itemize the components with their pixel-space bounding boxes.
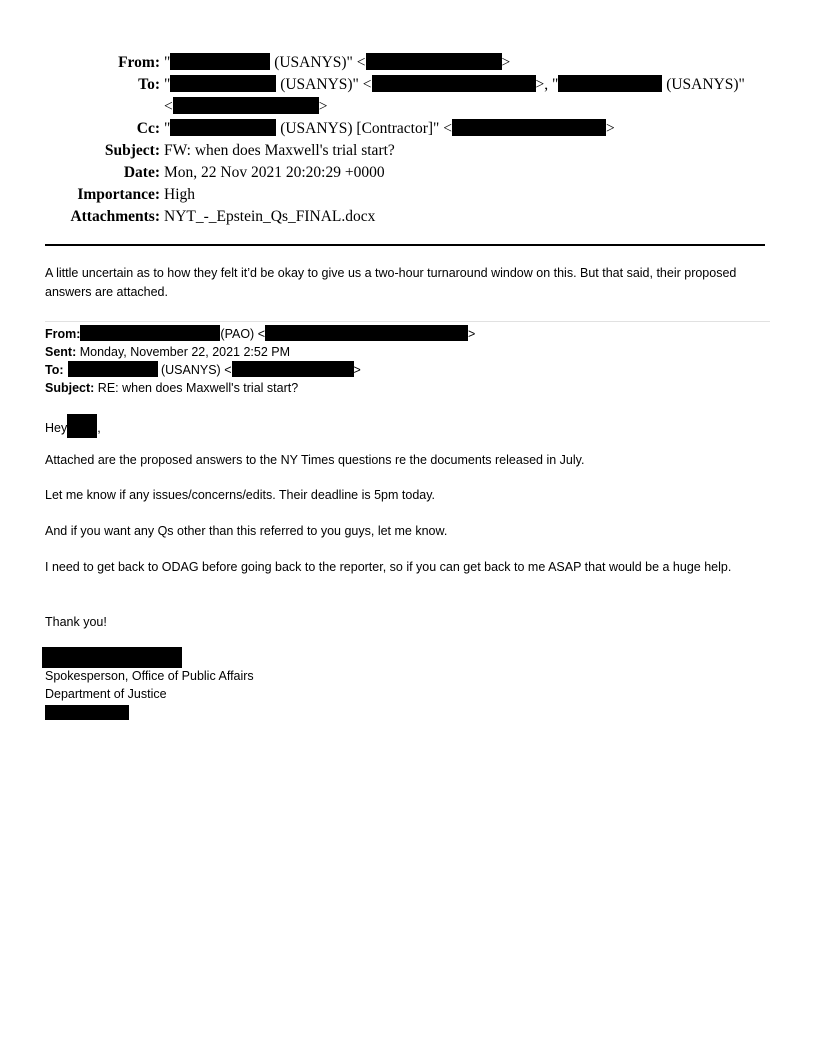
paragraph-4: I need to get back to ODAG before going back to the reporter, so if you can get back to me ASAP that would be a huge help.: [45, 560, 732, 574]
quoted-sent-value: Monday, November 22, 2021 2:52 PM: [76, 345, 291, 359]
importance-value: High: [164, 186, 195, 203]
to-value-continued: < >: [164, 98, 328, 115]
to-label: To:: [138, 76, 160, 93]
quoted-sent-label: Sent:: [45, 345, 77, 359]
paragraph-2: Let me know if any issues/concerns/edits. Their deadline is 5pm today.: [45, 488, 436, 502]
quoted-to-row: To: (USANYS) < >: [45, 363, 361, 377]
signature-name-redaction: [42, 647, 182, 668]
redaction: [67, 414, 97, 438]
quoted-from-label: From:: [45, 327, 81, 341]
quoted-to-label: To:: [45, 363, 64, 377]
attachment-link[interactable]: NYT_-_Epstein_Qs_FINAL.docx: [164, 208, 376, 225]
from-value: " (USANYS)" < >: [164, 54, 511, 71]
redaction: [80, 325, 220, 341]
signature-title: Spokesperson, Office of Public Affairs: [45, 669, 254, 683]
redaction: [68, 361, 158, 377]
header-subject-row: [0, 140, 816, 162]
redaction: [372, 75, 536, 92]
paragraph-1: Attached are the proposed answers to the NY Times questions re the documents released in July.: [45, 453, 585, 467]
cc-value: " (USANYS) [Contractor]" < >: [164, 120, 615, 137]
header-to-row: [0, 74, 816, 96]
header-cc-row: [0, 118, 816, 140]
redaction: [170, 53, 270, 70]
paragraph-3: And if you want any Qs other than this referred to you guys, let me know.: [45, 524, 448, 538]
signature-org: Department of Justice: [45, 687, 167, 701]
cc-label: Cc:: [136, 120, 160, 137]
redaction: [452, 119, 606, 136]
header-date-row: [0, 162, 816, 184]
redaction: [170, 119, 276, 136]
date-label: Date:: [123, 164, 160, 181]
quoted-divider: [45, 321, 770, 322]
greeting: Hey ,: [45, 414, 770, 438]
importance-label: Importance:: [77, 186, 160, 203]
header-attachments-row: [0, 206, 816, 228]
quoted-subject-row: [45, 379, 770, 397]
subject-label: Subject:: [104, 142, 160, 159]
email-body: [45, 264, 765, 302]
from-label: From:: [118, 54, 160, 71]
redaction: [232, 361, 354, 377]
header-divider: [45, 244, 765, 246]
quoted-sent-row: [45, 343, 770, 361]
redaction: [170, 75, 276, 92]
quoted-subject-label: Subject:: [45, 381, 95, 395]
redaction: [265, 325, 468, 341]
redaction: [558, 75, 662, 92]
subject-value: FW: when does Maxwell's trial start?: [164, 142, 395, 159]
attachments-label: Attachments:: [70, 208, 160, 225]
header-importance-row: [0, 184, 816, 206]
header-from-row: [0, 52, 816, 74]
header-to-row-continued: [0, 96, 816, 118]
redaction: [173, 97, 319, 114]
intro-paragraph: A little uncertain as to how they felt it’d be okay to give us a two-hour turnaround window on this. But that said, their proposed answers are attached.: [45, 266, 737, 299]
paragraph-5: Thank you!: [45, 615, 107, 629]
quoted-subject-value: RE: when does Maxwell's trial start?: [94, 381, 299, 395]
redaction: [366, 53, 502, 70]
to-value: " (USANYS)" < >, " (USANYS)": [164, 76, 745, 93]
quoted-from-row: From: (PAO) < >: [45, 327, 476, 341]
email-header: [0, 52, 816, 228]
date-value: Mon, 22 Nov 2021 20:20:29 +0000: [164, 164, 385, 181]
signature-contact-redaction: [45, 705, 129, 720]
